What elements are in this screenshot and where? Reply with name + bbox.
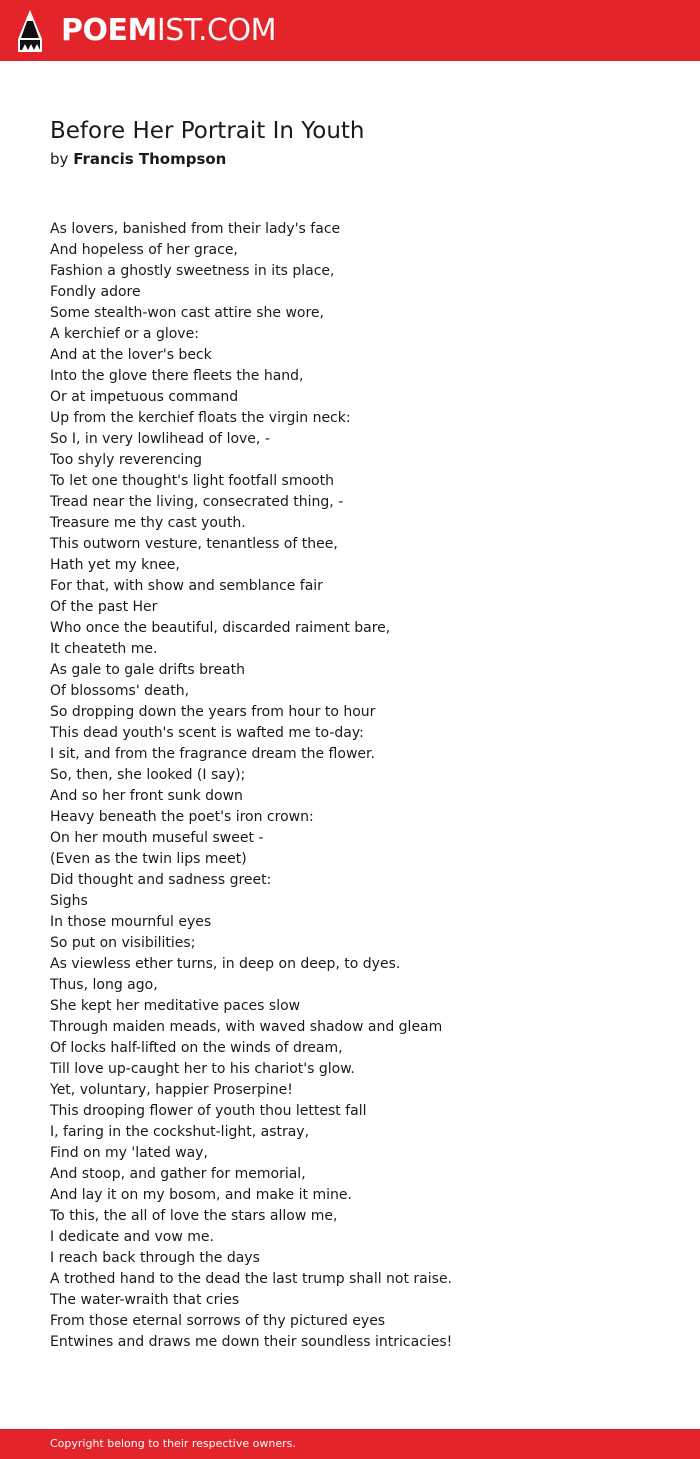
poem-line: Of locks half-lifted on the winds of dream, xyxy=(50,1040,343,1056)
poem-line: Yet, voluntary, happier Proserpine! xyxy=(50,1082,293,1098)
author-name: Francis Thompson xyxy=(73,150,227,168)
poem-line: Hath yet my knee, xyxy=(50,557,180,573)
poem-line: In those mournful eyes xyxy=(50,914,212,930)
poem-line: Thus, long ago, xyxy=(50,977,158,993)
poem-line: Into the glove there fleets the hand, xyxy=(50,368,304,384)
poem-line: I reach back through the days xyxy=(50,1250,260,1266)
byline xyxy=(50,148,226,170)
poem-line: Tread near the living, consecrated thing, - xyxy=(50,494,344,510)
poem-line: To this, the all of love the stars allow me, xyxy=(50,1208,338,1224)
poem-line: So dropping down the years from hour to hour xyxy=(50,704,376,720)
brand-bold-text: POEM xyxy=(61,12,157,48)
site-header xyxy=(0,0,700,61)
poem-line: This outworn vesture, tenantless of thee, xyxy=(50,536,338,552)
poem-line: Entwines and draws me down their soundless intricacies! xyxy=(50,1334,453,1350)
poem-line: I sit, and from the fragrance dream the flower. xyxy=(50,746,375,762)
poem-line: Through maiden meads, with waved shadow and gleam xyxy=(50,1019,443,1035)
poem-line: To let one thought's light footfall smooth xyxy=(50,473,334,489)
poem-title: Before Her Portrait In Youth xyxy=(50,118,365,144)
poem-line: I dedicate and vow me. xyxy=(50,1229,214,1245)
poem-line: On her mouth museful sweet - xyxy=(50,830,264,846)
poem-line: And so her front sunk down xyxy=(50,788,243,804)
poem-line: This dead youth's scent is wafted me to-day: xyxy=(50,725,364,741)
poem-line: Fashion a ghostly sweetness in its place, xyxy=(50,263,335,279)
poem-line: The water-wraith that cries xyxy=(50,1292,240,1308)
by-label: by xyxy=(50,150,69,168)
poem-line: Of blossoms' death, xyxy=(50,683,190,699)
poem-line: Of the past Her xyxy=(50,599,158,615)
poem-line: Or at impetuous command xyxy=(50,389,239,405)
poem-line: As viewless ether turns, in deep on deep, to dyes. xyxy=(50,956,401,972)
site-footer xyxy=(0,1429,700,1459)
poem-line: As gale to gale drifts breath xyxy=(50,662,246,678)
poem-line: Did thought and sadness greet: xyxy=(50,872,272,888)
poem-line: So I, in very lowlihead of love, - xyxy=(50,431,270,447)
poem-line: I, faring in the cockshut-light, astray, xyxy=(50,1124,310,1140)
poem-line: Who once the beautiful, discarded raiment bare, xyxy=(50,620,391,636)
poem-line: So, then, she looked (I say); xyxy=(50,767,246,783)
poem-line: Treasure me thy cast youth. xyxy=(50,515,246,531)
poem-body xyxy=(50,219,452,1353)
poem-line: Sighs xyxy=(50,893,88,909)
brand-light-text: IST.COM xyxy=(156,12,276,48)
poem-line: Some stealth-won cast attire she wore, xyxy=(50,305,324,321)
poem-line: For that, with show and semblance fair xyxy=(50,578,323,594)
poem-line: From those eternal sorrows of thy pictured eyes xyxy=(50,1313,386,1329)
copyright-notice: Copyright belong to their respective owners. xyxy=(50,1437,296,1450)
poem-line: And hopeless of her grace, xyxy=(50,242,238,258)
poem-line: As lovers, banished from their lady's face xyxy=(50,221,341,237)
poem-line: Heavy beneath the poet's iron crown: xyxy=(50,809,314,825)
poem-line: And at the lover's beck xyxy=(50,347,212,363)
poem-line: It cheateth me. xyxy=(50,641,158,657)
poem-line: A trothed hand to the dead the last trump shall not raise. xyxy=(50,1271,453,1287)
poem-line: And stoop, and gather for memorial, xyxy=(50,1166,306,1182)
poem-line: (Even as the twin lips meet) xyxy=(50,851,247,867)
site-logo-link[interactable] xyxy=(61,12,276,48)
poem-line: Till love up-caught her to his chariot's glow. xyxy=(50,1061,355,1077)
poem-line: And lay it on my bosom, and make it mine. xyxy=(50,1187,352,1203)
poem-line: This drooping flower of youth thou lettest fall xyxy=(50,1103,367,1119)
poem-line: Up from the kerchief floats the virgin neck: xyxy=(50,410,351,426)
poem-line: Fondly adore xyxy=(50,284,141,300)
pencil-tip-icon[interactable] xyxy=(17,9,43,53)
poem-line: Too shyly reverencing xyxy=(50,452,203,468)
poem-line: So put on visibilities; xyxy=(50,935,196,951)
poem-line: Find on my 'lated way, xyxy=(50,1145,208,1161)
poem-line: She kept her meditative paces slow xyxy=(50,998,301,1014)
poem-line: A kerchief or a glove: xyxy=(50,326,199,342)
